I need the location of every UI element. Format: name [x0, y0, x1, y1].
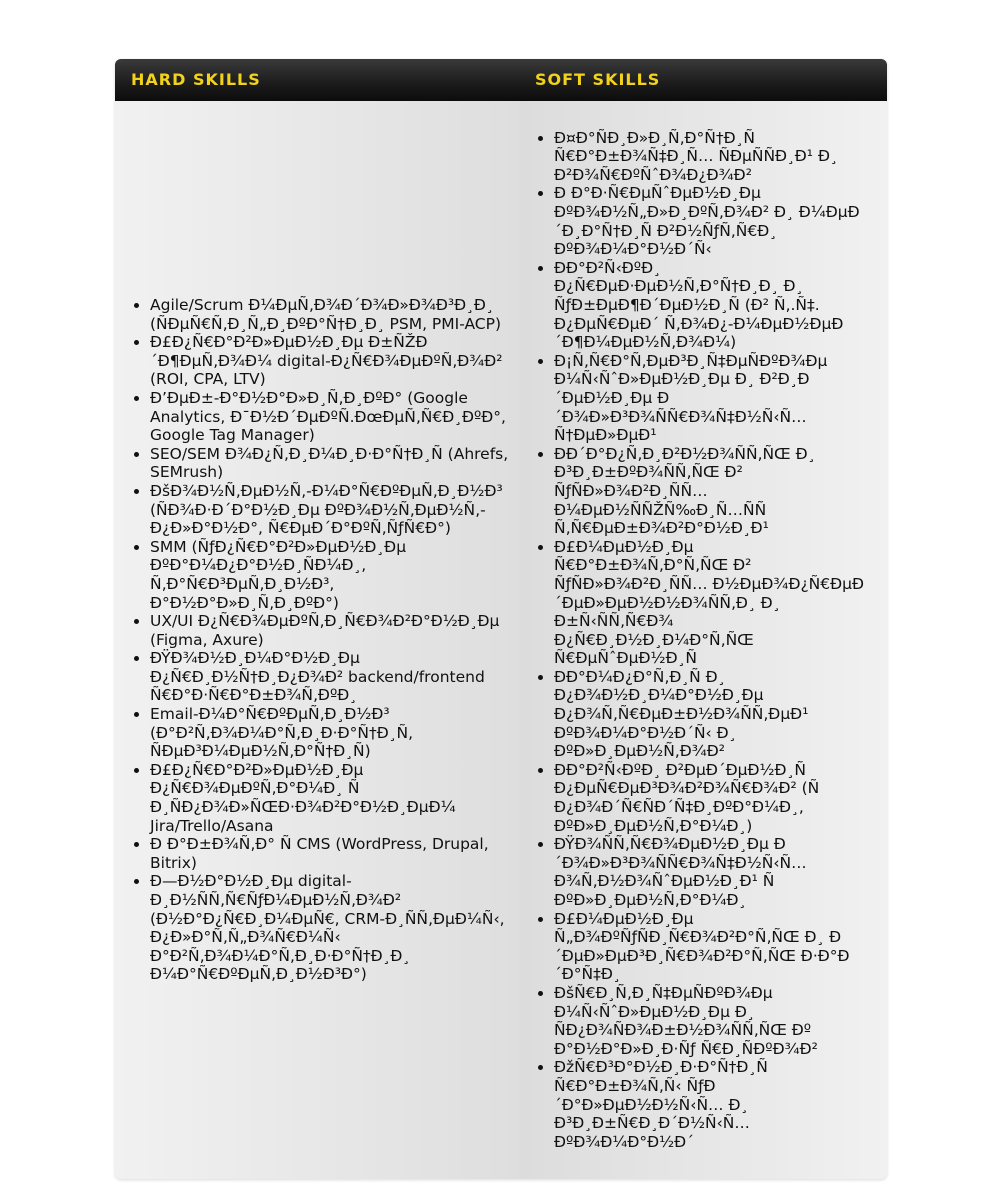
hard-skill-item: • ÐŸÐ¾Ð½Ð¸Ð¼Ð°Ð½Ð¸Ðµ Ð¿Ñ€Ð¸Ð½Ñ†Ð¸Ð¿Ð¾Ð² backend/frontend Ñ€Ð°Ð·Ñ€Ð°Ð±Ð¾Ñ‚ÐºÐ¸: [150, 649, 511, 705]
soft-skill-item: • ÐŸÐ¾ÑÑ‚Ñ€Ð¾ÐµÐ½Ð¸Ðµ Ð´Ð¾Ð»Ð³Ð¾ÑÑ€Ð¾Ñ‡Ð½Ñ‹Ñ… Ð¾Ñ‚Ð½Ð¾ÑˆÐµÐ½Ð¸Ð¹ Ñ ÐºÐ»Ð¸ÐµÐ½Ñ‚Ð°Ð¼Ð¸: [554, 835, 867, 909]
hard-skill-item: • Ð Ð°Ð±Ð¾Ñ‚Ð° Ñ CMS (WordPress, Drupal, Bitrix): [150, 835, 511, 872]
table-header: [115, 59, 887, 101]
hard-skills-list: [115, 296, 519, 984]
soft-skill-item: • ÐžÑ€Ð³Ð°Ð½Ð¸Ð·Ð°Ñ†Ð¸Ñ Ñ€Ð°Ð±Ð¾Ñ‚Ñ‹ ÑƒÐ´Ð°Ð»ÐµÐ½Ð½Ñ‹Ñ… Ð¸ Ð³Ð¸Ð±Ñ€Ð¸Ð´Ð½Ñ‹Ñ… ÐºÐ¾Ð¼Ð°Ð½Ð´: [554, 1058, 867, 1151]
hard-skills-cell: [115, 101, 519, 1179]
hard-skill-item: • Ð’ÐµÐ±-Ð°Ð½Ð°Ð»Ð¸Ñ‚Ð¸ÐºÐ° (Google Analytics, Ð¯Ð½Ð´ÐµÐºÑ.ÐœÐµÑ‚Ñ€Ð¸ÐºÐ°, Google Tag Manager): [150, 389, 511, 445]
soft-skill-item: • ÐÐ°Ð²Ñ‹ÐºÐ¸ Ð¿Ñ€ÐµÐ·ÐµÐ½Ñ‚Ð°Ñ†Ð¸Ð¸ Ð¸ ÑƒÐ±ÐµÐ¶Ð´ÐµÐ½Ð¸Ñ (Ð² Ñ‚.Ñ‡. Ð¿ÐµÑ€ÐµÐ´ Ñ‚Ð¾Ð¿-Ð¼ÐµÐ½ÐµÐ´Ð¶Ð¼ÐµÐ½Ñ‚Ð¾Ð¼): [554, 259, 867, 352]
skills-table: [115, 59, 887, 1179]
soft-skill-item: • ÐÐ°Ð¼Ð¿Ð°Ñ‚Ð¸Ñ Ð¸ Ð¿Ð¾Ð½Ð¸Ð¼Ð°Ð½Ð¸Ðµ Ð¿Ð¾Ñ‚Ñ€ÐµÐ±Ð½Ð¾ÑÑ‚ÐµÐ¹ ÐºÐ¾Ð¼Ð°Ð½Ð´Ñ‹ Ð¸ ÐºÐ»Ð¸ÐµÐ½Ñ‚Ð¾Ð²: [554, 668, 867, 761]
soft-skills-header: SOFT SKILLS: [535, 70, 661, 89]
table-body: [115, 101, 887, 1179]
soft-skills-list: [519, 129, 887, 1152]
hard-skill-item: • UX/UI Ð¿Ñ€Ð¾ÐµÐºÑ‚Ð¸Ñ€Ð¾Ð²Ð°Ð½Ð¸Ðµ (Figma, Axure): [150, 612, 511, 649]
hard-skill-item: • Email-Ð¼Ð°Ñ€ÐºÐµÑ‚Ð¸Ð½Ð³ (Ð°Ð²Ñ‚Ð¾Ð¼Ð°Ñ‚Ð¸Ð·Ð°Ñ†Ð¸Ñ, ÑÐµÐ³Ð¼ÐµÐ½Ñ‚Ð°Ñ†Ð¸Ñ): [150, 705, 511, 761]
soft-skill-item: • ÐšÑ€Ð¸Ñ‚Ð¸Ñ‡ÐµÑÐºÐ¾Ðµ Ð¼Ñ‹ÑˆÐ»ÐµÐ½Ð¸Ðµ Ð¸ ÑÐ¿Ð¾ÑÐ¾Ð±Ð½Ð¾ÑÑ‚ÑŒ Ðº Ð°Ð½Ð°Ð»Ð¸Ð·Ñƒ Ñ€Ð¸ÑÐºÐ¾Ð²: [554, 984, 867, 1058]
soft-skill-item: • ÐÐ´Ð°Ð¿Ñ‚Ð¸Ð²Ð½Ð¾ÑÑ‚ÑŒ Ð¸ Ð³Ð¸Ð±ÐºÐ¾ÑÑ‚ÑŒ Ð² ÑƒÑÐ»Ð¾Ð²Ð¸ÑÑ… Ð¼ÐµÐ½ÑÑŽÑ‰Ð¸Ñ…ÑÑ Ñ‚Ñ€ÐµÐ±Ð¾Ð²Ð°Ð½Ð¸Ð¹: [554, 445, 867, 538]
hard-skill-item: • SEO/SEM Ð¾Ð¿Ñ‚Ð¸Ð¼Ð¸Ð·Ð°Ñ†Ð¸Ñ (Ahrefs, SEMrush): [150, 445, 511, 482]
soft-skills-cell: [519, 101, 887, 1179]
soft-skill-item: • Ð¤Ð°ÑÐ¸Ð»Ð¸Ñ‚Ð°Ñ†Ð¸Ñ Ñ€Ð°Ð±Ð¾Ñ‡Ð¸Ñ… ÑÐµÑÑÐ¸Ð¹ Ð¸ Ð²Ð¾Ñ€ÐºÑˆÐ¾Ð¿Ð¾Ð²: [554, 129, 867, 185]
hard-skill-item: • Ð£Ð¿Ñ€Ð°Ð²Ð»ÐµÐ½Ð¸Ðµ Ð±ÑŽÐ´Ð¶ÐµÑ‚Ð¾Ð¼ digital-Ð¿Ñ€Ð¾ÐµÐºÑ‚Ð¾Ð² (ROI, CPA, LTV): [150, 333, 511, 389]
soft-skill-item: • Ð£Ð¼ÐµÐ½Ð¸Ðµ Ñ„Ð¾ÐºÑƒÑÐ¸Ñ€Ð¾Ð²Ð°Ñ‚ÑŒ Ð¸ Ð´ÐµÐ»ÐµÐ³Ð¸Ñ€Ð¾Ð²Ð°Ñ‚ÑŒ Ð·Ð°Ð´Ð°Ñ‡Ð¸: [554, 910, 867, 984]
soft-skill-item: • Ð Ð°Ð·Ñ€ÐµÑˆÐµÐ½Ð¸Ðµ ÐºÐ¾Ð½Ñ„Ð»Ð¸ÐºÑ‚Ð¾Ð² Ð¸ Ð¼ÐµÐ´Ð¸Ð°Ñ†Ð¸Ñ Ð²Ð½ÑƒÑ‚Ñ€Ð¸ ÐºÐ¾Ð¼Ð°Ð½Ð´Ñ‹: [554, 184, 867, 258]
hard-skill-item: • Ð—Ð½Ð°Ð½Ð¸Ðµ digital-Ð¸Ð½ÑÑ‚Ñ€ÑƒÐ¼ÐµÐ½Ñ‚Ð¾Ð² (Ð½Ð°Ð¿Ñ€Ð¸Ð¼ÐµÑ€, CRM-Ð¸ÑÑ‚ÐµÐ¼Ñ‹, Ð¿Ð»Ð°Ñ‚Ñ„Ð¾Ñ€Ð¼Ñ‹ Ð°Ð²Ñ‚Ð¾Ð¼Ð°Ñ‚Ð¸Ð·Ð°Ñ†Ð¸Ð¸ Ð¼Ð°Ñ€ÐºÐµÑ‚Ð¸Ð½Ð³Ð°): [150, 872, 511, 984]
hard-skill-item: • SMM (ÑƒÐ¿Ñ€Ð°Ð²Ð»ÐµÐ½Ð¸Ðµ ÐºÐ°Ð¼Ð¿Ð°Ð½Ð¸ÑÐ¼Ð¸, Ñ‚Ð°Ñ€Ð³ÐµÑ‚Ð¸Ð½Ð³, Ð°Ð½Ð°Ð»Ð¸Ñ‚Ð¸ÐºÐ°): [150, 538, 511, 612]
soft-skill-item: • Ð£Ð¼ÐµÐ½Ð¸Ðµ Ñ€Ð°Ð±Ð¾Ñ‚Ð°Ñ‚ÑŒ Ð² ÑƒÑÐ»Ð¾Ð²Ð¸ÑÑ… Ð½ÐµÐ¾Ð¿Ñ€ÐµÐ´ÐµÐ»ÐµÐ½Ð½Ð¾ÑÑ‚Ð¸ Ð¸ Ð±Ñ‹ÑÑ‚Ñ€Ð¾ Ð¿Ñ€Ð¸Ð½Ð¸Ð¼Ð°Ñ‚ÑŒ Ñ€ÐµÑˆÐµÐ½Ð¸Ñ: [554, 538, 867, 668]
hard-skill-item: • Ð£Ð¿Ñ€Ð°Ð²Ð»ÐµÐ½Ð¸Ðµ Ð¿Ñ€Ð¾ÐµÐºÑ‚Ð°Ð¼Ð¸ Ñ Ð¸ÑÐ¿Ð¾Ð»ÑŒÐ·Ð¾Ð²Ð°Ð½Ð¸ÐµÐ¼ Jira/Trello/Asana: [150, 761, 511, 835]
hard-skill-item: • Agile/Scrum Ð¼ÐµÑ‚Ð¾Ð´Ð¾Ð»Ð¾Ð³Ð¸Ð¸ (ÑÐµÑ€Ñ‚Ð¸Ñ„Ð¸ÐºÐ°Ñ†Ð¸Ð¸ PSM, PMI-ACP): [150, 296, 511, 333]
soft-skill-item: • ÐÐ°Ð²Ñ‹ÐºÐ¸ Ð²ÐµÐ´ÐµÐ½Ð¸Ñ Ð¿ÐµÑ€ÐµÐ³Ð¾Ð²Ð¾Ñ€Ð¾Ð² (Ñ Ð¿Ð¾Ð´Ñ€ÑÐ´Ñ‡Ð¸ÐºÐ°Ð¼Ð¸, ÐºÐ»Ð¸ÐµÐ½Ñ‚Ð°Ð¼Ð¸): [554, 761, 867, 835]
soft-skill-item: • Ð¡Ñ‚Ñ€Ð°Ñ‚ÐµÐ³Ð¸Ñ‡ÐµÑÐºÐ¾Ðµ Ð¼Ñ‹ÑˆÐ»ÐµÐ½Ð¸Ðµ Ð¸ Ð²Ð¸Ð´ÐµÐ½Ð¸Ðµ Ð´Ð¾Ð»Ð³Ð¾ÑÑ€Ð¾Ñ‡Ð½Ñ‹Ñ… Ñ†ÐµÐ»ÐµÐ¹: [554, 352, 867, 445]
hard-skill-item: • ÐšÐ¾Ð½Ñ‚ÐµÐ½Ñ‚-Ð¼Ð°Ñ€ÐºÐµÑ‚Ð¸Ð½Ð³ (ÑÐ¾Ð·Ð´Ð°Ð½Ð¸Ðµ ÐºÐ¾Ð½Ñ‚ÐµÐ½Ñ‚-Ð¿Ð»Ð°Ð½Ð°, Ñ€ÐµÐ´Ð°ÐºÑ‚ÑƒÑ€Ð°): [150, 482, 511, 538]
hard-skills-header: HARD SKILLS: [131, 70, 261, 89]
